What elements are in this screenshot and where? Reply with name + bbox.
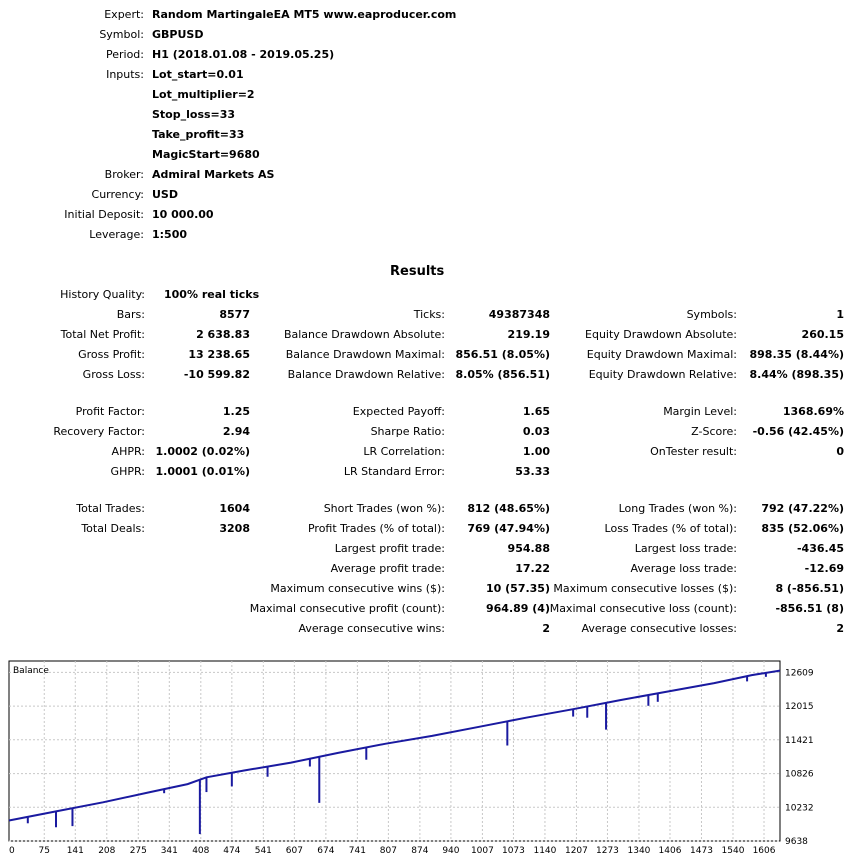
x-tick-label: 1406 bbox=[658, 846, 682, 856]
x-tick-label: 607 bbox=[285, 846, 303, 856]
stat-label: Ticks: bbox=[413, 308, 445, 321]
stat-label: Balance Drawdown Maximal: bbox=[285, 348, 445, 361]
x-tick-label: 1606 bbox=[752, 846, 776, 856]
leverage-label: Leverage: bbox=[89, 228, 144, 241]
x-tick-label: 0 bbox=[9, 846, 15, 856]
stat-value: -12.69 bbox=[804, 562, 844, 575]
stat-label: Maximum consecutive losses ($): bbox=[553, 582, 737, 595]
deposit-label: Initial Deposit: bbox=[64, 208, 144, 221]
y-tick-label: 11421 bbox=[785, 735, 814, 746]
period-label: Period: bbox=[105, 48, 144, 61]
stat-label: Average consecutive losses: bbox=[581, 622, 737, 635]
stat-label: Z-Score: bbox=[691, 425, 737, 438]
stat-value: 898.35 (8.44%) bbox=[749, 348, 844, 361]
stat-value: 1368.69% bbox=[782, 405, 844, 418]
stat-value: 13 238.65 bbox=[188, 348, 250, 361]
stat-value: -856.51 (8) bbox=[775, 602, 844, 615]
stat-value: 812 (48.65%) bbox=[467, 502, 550, 515]
x-tick-label: 275 bbox=[129, 846, 147, 856]
stat-value: 1.25 bbox=[222, 405, 250, 418]
stat-label: Balance Drawdown Relative: bbox=[287, 368, 445, 381]
input-take-profit: Take_profit=33 bbox=[152, 128, 245, 141]
stat-value: 0.03 bbox=[522, 425, 550, 438]
stat-label: GHPR: bbox=[110, 465, 145, 478]
history-quality-label: History Quality: bbox=[60, 288, 145, 301]
broker-value: Admiral Markets AS bbox=[152, 168, 275, 181]
stat-label: OnTester result: bbox=[650, 445, 737, 458]
stat-label: Equity Drawdown Absolute: bbox=[585, 328, 737, 341]
expert-value: Random MartingaleEA MT5 www.eaproducer.com bbox=[152, 8, 457, 21]
x-tick-label: 1540 bbox=[721, 846, 745, 856]
inputs-label: Inputs: bbox=[106, 68, 144, 81]
stat-value: 3208 bbox=[219, 522, 250, 535]
x-axis-labels bbox=[9, 846, 776, 856]
stat-value: 17.22 bbox=[515, 562, 550, 575]
x-tick-label: 474 bbox=[223, 846, 241, 856]
stat-value: 260.15 bbox=[801, 328, 844, 341]
stat-label: LR Standard Error: bbox=[343, 465, 445, 478]
stat-label: Short Trades (won %): bbox=[323, 502, 445, 515]
x-tick-label: 75 bbox=[38, 846, 50, 856]
stat-value: 53.33 bbox=[515, 465, 550, 478]
y-tick-label: 12015 bbox=[785, 702, 814, 713]
stat-value: 8577 bbox=[219, 308, 250, 321]
chart-plot-area bbox=[9, 661, 780, 841]
stat-label: Total Trades: bbox=[76, 502, 145, 515]
stat-value: 1.65 bbox=[522, 405, 550, 418]
stat-label: Maximum consecutive wins ($): bbox=[270, 582, 445, 595]
stat-label: Long Trades (won %): bbox=[618, 502, 737, 515]
stat-label: LR Correlation: bbox=[363, 445, 445, 458]
stat-value: 10 (57.35) bbox=[486, 582, 550, 595]
stat-value: 1 bbox=[836, 308, 844, 321]
broker-label: Broker: bbox=[104, 168, 144, 181]
stat-label: Profit Factor: bbox=[75, 405, 145, 418]
stat-value: 1.0002 (0.02%) bbox=[155, 445, 250, 458]
stat-label: Total Deals: bbox=[81, 522, 145, 535]
y-tick-label: 9638 bbox=[785, 837, 808, 847]
x-tick-label: 807 bbox=[379, 846, 397, 856]
leverage-value: 1:500 bbox=[152, 228, 188, 241]
y-tick-label: 10826 bbox=[785, 769, 814, 780]
stat-label: Equity Drawdown Relative: bbox=[588, 368, 737, 381]
stat-label: Bars: bbox=[116, 308, 145, 321]
stat-value: 792 (47.22%) bbox=[761, 502, 844, 515]
stat-value: 1.0001 (0.01%) bbox=[155, 465, 250, 478]
currency-value: USD bbox=[152, 188, 178, 201]
stat-value: 2.94 bbox=[222, 425, 250, 438]
x-tick-label: 940 bbox=[442, 846, 460, 856]
stat-label: Average loss trade: bbox=[630, 562, 737, 575]
stat-value: 1604 bbox=[219, 502, 250, 515]
stat-value: -10 599.82 bbox=[183, 368, 250, 381]
expert-label: Expert: bbox=[104, 8, 144, 21]
stat-label: Margin Level: bbox=[663, 405, 737, 418]
stat-label: Average profit trade: bbox=[330, 562, 445, 575]
stat-value: 954.88 bbox=[507, 542, 550, 555]
input-magic-start: MagicStart=9680 bbox=[152, 148, 260, 161]
x-tick-label: 408 bbox=[192, 846, 210, 856]
symbol-label: Symbol: bbox=[99, 28, 144, 41]
stat-label: AHPR: bbox=[111, 445, 145, 458]
x-tick-label: 874 bbox=[411, 846, 429, 856]
x-tick-label: 141 bbox=[66, 846, 84, 856]
x-tick-label: 1140 bbox=[533, 846, 557, 856]
stat-label: Recovery Factor: bbox=[53, 425, 145, 438]
stat-value: 2 638.83 bbox=[196, 328, 250, 341]
stat-label: Maximal consecutive loss (count): bbox=[549, 602, 737, 615]
x-tick-label: 1273 bbox=[596, 846, 619, 856]
stat-value: -436.45 bbox=[796, 542, 844, 555]
stat-label: Profit Trades (% of total): bbox=[307, 522, 445, 535]
deposit-value: 10 000.00 bbox=[152, 208, 214, 221]
x-tick-label: 1007 bbox=[470, 846, 494, 856]
stat-value: 964.89 (4) bbox=[486, 602, 550, 615]
x-tick-label: 208 bbox=[98, 846, 116, 856]
stat-label: Largest loss trade: bbox=[634, 542, 737, 555]
stat-label: Total Net Profit: bbox=[60, 328, 145, 341]
stat-label: Average consecutive wins: bbox=[298, 622, 445, 635]
stat-label: Loss Trades (% of total): bbox=[604, 522, 737, 535]
x-tick-label: 674 bbox=[317, 846, 335, 856]
chart-title: Balance bbox=[13, 666, 49, 676]
input-lot-start: Lot_start=0.01 bbox=[152, 68, 244, 81]
y-tick-label: 10232 bbox=[785, 803, 814, 814]
stat-label: Symbols: bbox=[686, 308, 737, 321]
stat-value: 8.05% (856.51) bbox=[455, 368, 550, 381]
x-tick-label: 1473 bbox=[690, 846, 713, 856]
stat-label: Expected Payoff: bbox=[352, 405, 445, 418]
y-tick-label: 12609 bbox=[785, 668, 814, 679]
balance-chart bbox=[0, 658, 857, 866]
stat-label: Largest profit trade: bbox=[334, 542, 445, 555]
stat-label: Gross Loss: bbox=[82, 368, 145, 381]
stat-value: 835 (52.06%) bbox=[761, 522, 844, 535]
history-quality-value: 100% real ticks bbox=[164, 288, 260, 301]
stat-label: Equity Drawdown Maximal: bbox=[586, 348, 737, 361]
stat-value: 2 bbox=[836, 622, 844, 635]
x-tick-label: 341 bbox=[160, 846, 178, 856]
x-tick-label: 541 bbox=[254, 846, 272, 856]
stat-label: Gross Profit: bbox=[78, 348, 145, 361]
currency-label: Currency: bbox=[91, 188, 144, 201]
symbol-value: GBPUSD bbox=[152, 28, 204, 41]
stat-label: Sharpe Ratio: bbox=[370, 425, 445, 438]
stat-value: 856.51 (8.05%) bbox=[455, 348, 550, 361]
stat-value: 1.00 bbox=[522, 445, 550, 458]
stat-value: 769 (47.94%) bbox=[467, 522, 550, 535]
input-stop-loss: Stop_loss=33 bbox=[152, 108, 236, 121]
stat-value: 49387348 bbox=[488, 308, 550, 321]
stat-value: 8 (-856.51) bbox=[775, 582, 844, 595]
results-title: Results bbox=[390, 264, 445, 279]
stat-value: -0.56 (42.45%) bbox=[752, 425, 844, 438]
stat-value: 0 bbox=[836, 445, 844, 458]
y-axis-labels bbox=[785, 668, 814, 847]
x-tick-label: 1340 bbox=[627, 846, 651, 856]
stat-value: 219.19 bbox=[507, 328, 550, 341]
stat-label: Maximal consecutive profit (count): bbox=[249, 602, 445, 615]
stat-label: Balance Drawdown Absolute: bbox=[283, 328, 445, 341]
stat-value: 8.44% (898.35) bbox=[749, 368, 844, 381]
period-value: H1 (2018.01.08 - 2019.05.25) bbox=[152, 48, 335, 61]
x-tick-label: 1073 bbox=[501, 846, 525, 856]
input-lot-multiplier: Lot_multiplier=2 bbox=[152, 88, 255, 101]
stat-value: 2 bbox=[542, 622, 550, 635]
x-tick-label: 1207 bbox=[564, 846, 588, 856]
x-tick-label: 741 bbox=[348, 846, 366, 856]
